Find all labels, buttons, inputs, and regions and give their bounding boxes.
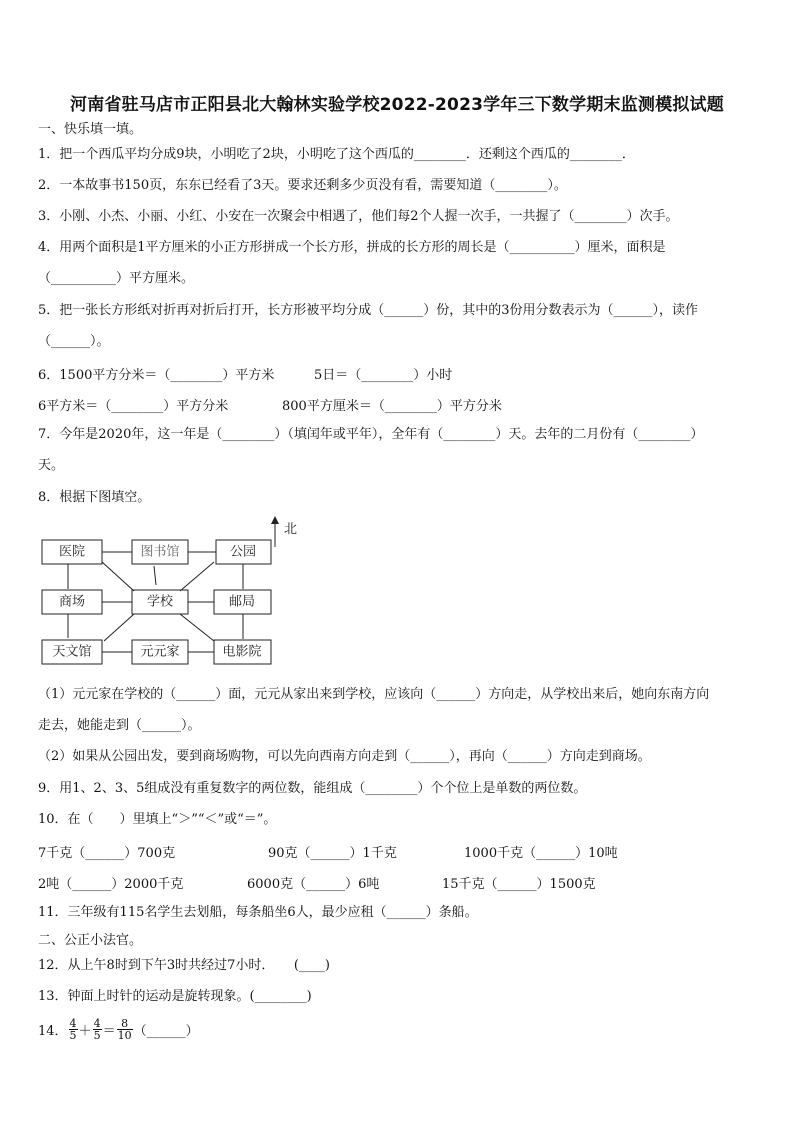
question-4-line-2: （__________）平方厘米。	[38, 271, 195, 286]
question-14-label: 14．	[38, 1024, 68, 1039]
fraction-1-numerator: 4	[69, 1017, 77, 1030]
question-2: 2．一本故事书150页，东东已经看了3天。要求还剩多少页没有看，需要知道（________）。	[38, 178, 567, 193]
question-10-item-5: 6000克（______）6吨	[247, 877, 380, 892]
question-4-line-1: 4．用两个面积是1平方厘米的小正方形拼成一个长方形，拼成的长方形的周长是（__________）厘米，面积是	[38, 240, 666, 255]
question-14	[38, 1018, 199, 1041]
map-node-park: 公园	[229, 544, 257, 560]
question-10-item-3: 1000千克（______）10吨	[464, 846, 618, 861]
question-6-item-1: 6．1500平方分米＝（________）平方米	[38, 368, 275, 383]
question-3: 3．小刚、小杰、小丽、小红、小安在一次聚会中相遇了，他们每2个人握一次手，一共握了（________）次手。	[38, 209, 679, 224]
question-9: 9．用1、2、3、5组成没有重复数字的两位数，能组成（________）个个位上是单数的两位数。	[38, 781, 587, 796]
fraction-2-denominator: 5	[93, 1029, 101, 1042]
fraction-3	[117, 1018, 133, 1041]
fraction-1	[69, 1018, 78, 1041]
question-11: 11．三年级有115名学生去划船，每条船坐6人，最少应租（______）条船。	[38, 905, 478, 920]
question-10-item-4: 2吨（______）2000千克	[38, 877, 184, 892]
question-6-item-4: 800平方厘米＝（________）平方分米	[282, 399, 502, 414]
question-8-1-line-2: 走去，她能走到（______）。	[38, 718, 201, 733]
page-title: 河南省驻马店市正阳县北大翰林实验学校2022-2023学年三下数学期末监测模拟试题	[70, 95, 724, 115]
question-5-line-1: 5．把一张长方形纸对折再对折后打开，长方形被平均分成（______）份，其中的3份用分数表示为（______），读作	[38, 303, 699, 318]
question-12: 12．从上午8时到下午3时共经过7小时． (____)	[38, 958, 330, 973]
fraction-2-numerator: 4	[93, 1017, 101, 1030]
answer-blank: （______）	[133, 1024, 199, 1039]
fraction-3-numerator: 8	[117, 1018, 133, 1030]
map-node-post-office: 邮局	[228, 594, 256, 610]
question-10: 10．在（ ）里填上“＞”“＜”或“＝”。	[38, 812, 277, 827]
question-6-item-2: 5日＝（________）小时	[314, 368, 453, 383]
fraction-2	[93, 1018, 102, 1041]
question-5-line-2: （______）。	[38, 334, 110, 349]
question-10-item-6: 15千克（______）1500克	[442, 877, 596, 892]
north-arrow-icon	[271, 516, 279, 524]
direction-map	[30, 515, 320, 675]
question-8-2: （2）如果从公园出发，要到商场购物，可以先向西南方向走到（______），再向（______）方向走到商场。	[38, 749, 651, 764]
question-7-line-1: 7．今年是2020年，这一年是（________）（填闰年或平年），全年有（________）天。去年的二月份有（________）	[38, 427, 704, 442]
question-1: 1．把一个西瓜平均分成9块，小明吃了2块，小明吃了这个西瓜的________．还剩这个西瓜的________．	[38, 147, 635, 162]
map-node-observatory: 天文馆	[52, 644, 92, 660]
section-heading-fill: 一、快乐填一填。	[38, 122, 143, 137]
question-7-line-2: 天。	[38, 458, 65, 473]
question-8: 8．根据下图填空。	[38, 490, 151, 505]
map-node-cinema: 电影院	[222, 644, 262, 660]
north-label: 北	[284, 522, 298, 537]
map-node-mall: 商场	[58, 594, 86, 610]
section-heading-judge: 二、公正小法官。	[38, 933, 143, 948]
question-8-1-line-1: （1）元元家在学校的（______）面，元元从家出来到学校，应该向（______）方向走，从学校出来后，她向东南方向	[38, 687, 710, 702]
question-6-item-3: 6平方米＝（________）平方分米	[38, 399, 229, 414]
map-node-library: 图书馆	[140, 544, 180, 560]
question-13: 13．钟面上时针的运动是旋转现象。(________)	[38, 989, 312, 1004]
question-10-item-2: 90克（______）1千克	[268, 846, 397, 861]
map-node-school: 学校	[146, 594, 174, 610]
question-10-item-1: 7千克（______）700克	[38, 846, 176, 861]
map-node-hospital: 医院	[58, 544, 86, 560]
plus-sign: ＋	[78, 1024, 92, 1039]
equals-sign: ＝	[102, 1024, 116, 1039]
fraction-1-denominator: 5	[69, 1029, 77, 1042]
map-node-yuanyuan-home: 元元家	[140, 644, 180, 660]
fraction-3-denominator: 10	[117, 1029, 132, 1042]
